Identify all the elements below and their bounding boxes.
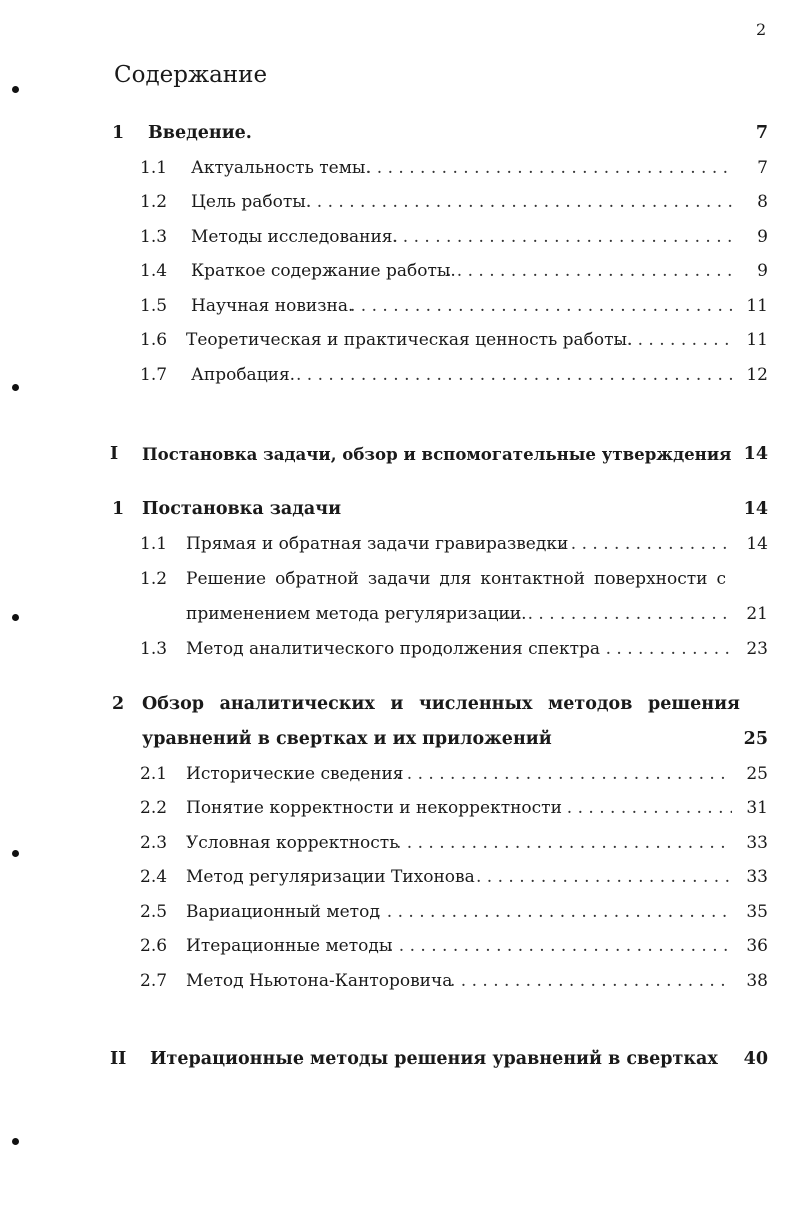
toc-section-1-1[interactable] — [0, 155, 768, 181]
toc-chapter-2-cont[interactable] — [0, 726, 768, 752]
section-number: 1.6 — [140, 330, 168, 350]
toc-section-2-3[interactable] — [0, 830, 768, 856]
page-ref: 21 — [746, 604, 768, 624]
section-title: Понятие корректности и некорректности — [186, 798, 562, 818]
leader-dots — [376, 899, 732, 925]
page-ref: 14 — [743, 499, 768, 519]
page-ref: 38 — [746, 971, 768, 991]
section-number: 2.1 — [140, 764, 168, 784]
toc-section-2-1[interactable] — [0, 761, 768, 787]
toc-section-2-4[interactable] — [0, 864, 768, 890]
page-ref: 35 — [746, 902, 768, 922]
part-number: I — [110, 444, 119, 464]
leader-dots — [584, 636, 732, 662]
part-title: Постановка задачи, обзор и вспомогательные утверждения — [142, 444, 732, 464]
page-number: 2 — [756, 20, 767, 39]
section-number: 2.5 — [140, 902, 168, 922]
leader-dots — [350, 293, 732, 319]
toc-chapter-intro[interactable] — [0, 120, 768, 146]
page-ref: 40 — [743, 1049, 768, 1069]
section-title: Цель работы. — [191, 192, 312, 212]
toc-section-2-5[interactable] — [0, 899, 768, 925]
binder-mark — [12, 614, 19, 621]
section-title: Метод регуляризации Тихонова — [186, 867, 475, 887]
section-number: 1.3 — [140, 227, 168, 247]
leader-dots — [366, 155, 732, 181]
section-title: Апробация. — [191, 365, 296, 385]
binder-mark — [12, 86, 19, 93]
leader-dots — [446, 258, 732, 284]
section-number: 2.6 — [140, 936, 168, 956]
section-title: Метод Ньютона-Канторовича — [186, 971, 453, 991]
toc-section-1-2[interactable] — [0, 189, 768, 215]
leader-dots — [396, 830, 732, 856]
leader-dots — [306, 189, 732, 215]
binder-mark — [12, 384, 19, 391]
section-number: 1.2 — [140, 569, 168, 589]
toc-part-1[interactable] — [0, 441, 768, 467]
section-title: Актуальность темы. — [191, 158, 371, 178]
section-title: Краткое содержание работы. — [191, 261, 456, 281]
section-title: Научная новизна. — [191, 296, 354, 316]
page-ref: 31 — [746, 798, 768, 818]
section-number: 1.4 — [140, 261, 168, 281]
toc-section-1-4[interactable] — [0, 258, 768, 284]
page-ref: 9 — [757, 227, 768, 247]
section-title: Условная корректность — [186, 833, 399, 853]
toc-section-2-2[interactable] — [0, 795, 768, 821]
leader-dots — [392, 224, 732, 250]
toc-section-1-6[interactable] — [0, 327, 768, 353]
leader-dots — [396, 761, 732, 787]
page-ref: 9 — [757, 261, 768, 281]
toc-section-1-3b[interactable] — [0, 636, 768, 662]
section-title-line1: Решение обратной задачи для контактной поверхности с — [186, 569, 726, 589]
section-number: 2.7 — [140, 971, 168, 991]
chapter-title-line2: уравнений в свертках и их приложений — [142, 729, 552, 749]
section-number: 1.2 — [140, 192, 168, 212]
page-ref: 36 — [746, 936, 768, 956]
page-ref: 11 — [746, 296, 768, 316]
chapter-number: 2 — [112, 694, 125, 714]
page-ref: 7 — [757, 158, 768, 178]
section-title: Метод аналитического продолжения спектра — [186, 639, 601, 659]
leader-dots — [476, 864, 732, 890]
toc-chapter-2[interactable] — [0, 691, 768, 717]
page-ref: 12 — [746, 365, 768, 385]
page-ref: 33 — [746, 867, 768, 887]
page-ref: 25 — [746, 764, 768, 784]
section-title: Вариационный метод — [186, 902, 380, 922]
section-number: 1.7 — [140, 365, 168, 385]
section-number: 2.3 — [140, 833, 168, 853]
chapter-title: Постановка задачи — [142, 499, 342, 519]
toc-section-1-7[interactable] — [0, 362, 768, 388]
section-number: 1.3 — [140, 639, 168, 659]
leader-dots — [450, 968, 732, 994]
chapter-number: 1 — [112, 123, 125, 143]
section-title: Итерационные методы — [186, 936, 393, 956]
toc-part-2[interactable] — [0, 1046, 768, 1072]
page-ref: 8 — [757, 192, 768, 212]
leader-dots — [506, 601, 732, 627]
page-ref: 11 — [746, 330, 768, 350]
leader-dots — [560, 531, 732, 557]
chapter-title-line1: Обзор аналитических и численных методов решения — [142, 694, 740, 714]
page-ref: 33 — [746, 833, 768, 853]
toc-section-1-2b[interactable] — [0, 566, 768, 592]
section-title: Прямая и обратная задачи гравиразведки — [186, 534, 569, 554]
part-title: Итерационные методы решения уравнений в свертках — [150, 1049, 718, 1069]
section-title: Исторические сведения — [186, 764, 404, 784]
leader-dots — [556, 795, 732, 821]
page-ref: 23 — [746, 639, 768, 659]
toc-section-1-1b[interactable] — [0, 531, 768, 557]
section-number: 2.2 — [140, 798, 168, 818]
section-number: 2.4 — [140, 867, 168, 887]
chapter-number: 1 — [112, 499, 125, 519]
toc-title: Содержание — [114, 62, 268, 88]
section-number: 1.1 — [140, 534, 168, 554]
chapter-title: Введение. — [148, 123, 252, 143]
toc-section-1-3[interactable] — [0, 224, 768, 250]
binder-mark — [12, 850, 19, 857]
toc-section-1-5[interactable] — [0, 293, 768, 319]
binder-mark — [12, 1138, 19, 1145]
page-ref: 14 — [743, 444, 768, 464]
toc-section-2-7[interactable] — [0, 968, 768, 994]
toc-chapter-1[interactable] — [0, 496, 768, 522]
leader-dots — [388, 933, 732, 959]
section-title: Методы исследования. — [191, 227, 398, 247]
page-ref: 7 — [755, 123, 768, 143]
toc-section-1-2b-cont[interactable] — [0, 601, 768, 627]
section-title: Теоретическая и практическая ценность работы. — [186, 330, 633, 350]
page-ref: 14 — [746, 534, 768, 554]
page-ref: 25 — [743, 729, 768, 749]
leader-dots — [616, 327, 732, 353]
part-number: II — [110, 1049, 127, 1069]
section-number: 1.1 — [140, 158, 168, 178]
section-title-line2: применением метода регуляризации. — [186, 604, 527, 624]
section-number: 1.5 — [140, 296, 168, 316]
leader-dots — [296, 362, 732, 388]
toc-section-2-6[interactable] — [0, 933, 768, 959]
